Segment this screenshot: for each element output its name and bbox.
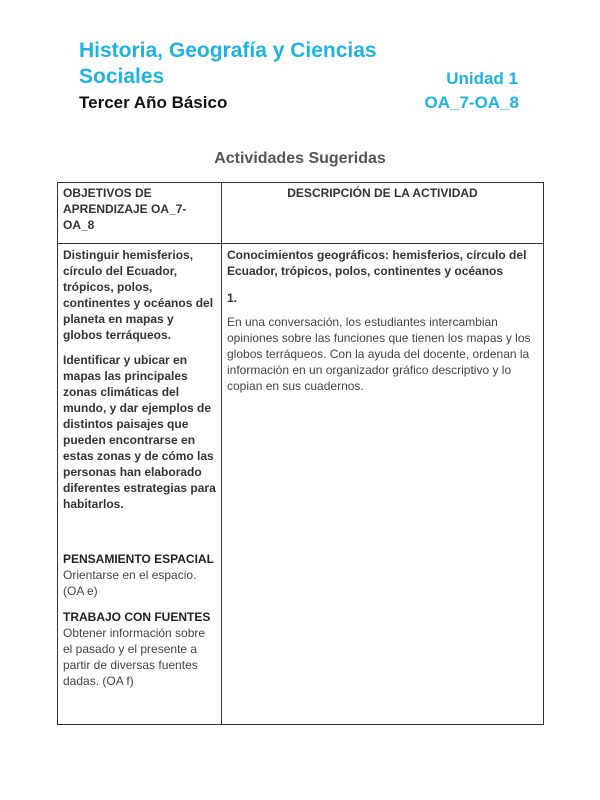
section-title: Actividades Sugeridas <box>214 150 386 167</box>
header-row-unit <box>79 64 521 90</box>
activity-cell <box>222 244 544 725</box>
header-row-grade <box>79 92 521 114</box>
objective-1: Distinguir hemisferios, círculo del Ecuador, trópicos, polos, continentes y océanos del planeta en mapas y globos terráqueos. <box>63 248 214 342</box>
table-header-row <box>58 183 544 244</box>
objective-2: Identificar y ubicar en mapas las principales zonas climáticas del mundo, y dar ejemplos de distintos paisajes que pueden encontrarse en estas zonas y de cómo las personas han elaborado diferentes estrategias para habitarlos. <box>63 353 216 511</box>
activities-table <box>57 182 544 725</box>
skill-1-text: Orientarse en el espacio. (OA e) <box>63 568 197 598</box>
table-row <box>58 244 544 725</box>
skill-1-title: PENSAMIENTO ESPACIAL <box>63 552 214 566</box>
objectives-header: OBJETIVOS DE APRENDIZAJE OA_7-OA_8 <box>58 183 222 244</box>
subject-title-line2: Sociales <box>79 65 165 88</box>
skill-2-title: TRABAJO CON FUENTES <box>63 610 211 624</box>
oa-code-label: OA_7-OA_8 <box>424 93 519 112</box>
skill-2-text: Obtener información sobre el pasado y el presente a partir de diversas fuentes dadas. (OA f) <box>63 626 206 688</box>
activity-description: En una conversación, los estudiantes intercambian opiniones sobre las funciones que tienen los mapas y los globos terráqueos. Con la ayuda del docente, ordenan la información en un organizador gráfico descriptivo y lo copian en sus cuadernos. <box>227 315 531 393</box>
activity-title: Conocimientos geográficos: hemisferios, círculo del Ecuador, trópicos, polos, continentes y océanos <box>227 248 527 278</box>
page-header <box>79 38 521 114</box>
activity-number: 1. <box>227 291 238 305</box>
objectives-cell <box>58 244 222 725</box>
subject-title-line1: Historia, Geografía y Ciencias <box>79 39 377 62</box>
description-header: DESCRIPCIÓN DE LA ACTIVIDAD <box>222 183 544 244</box>
grade-label: Tercer Año Básico <box>79 93 228 112</box>
unit-label: Unidad 1 <box>446 69 518 88</box>
